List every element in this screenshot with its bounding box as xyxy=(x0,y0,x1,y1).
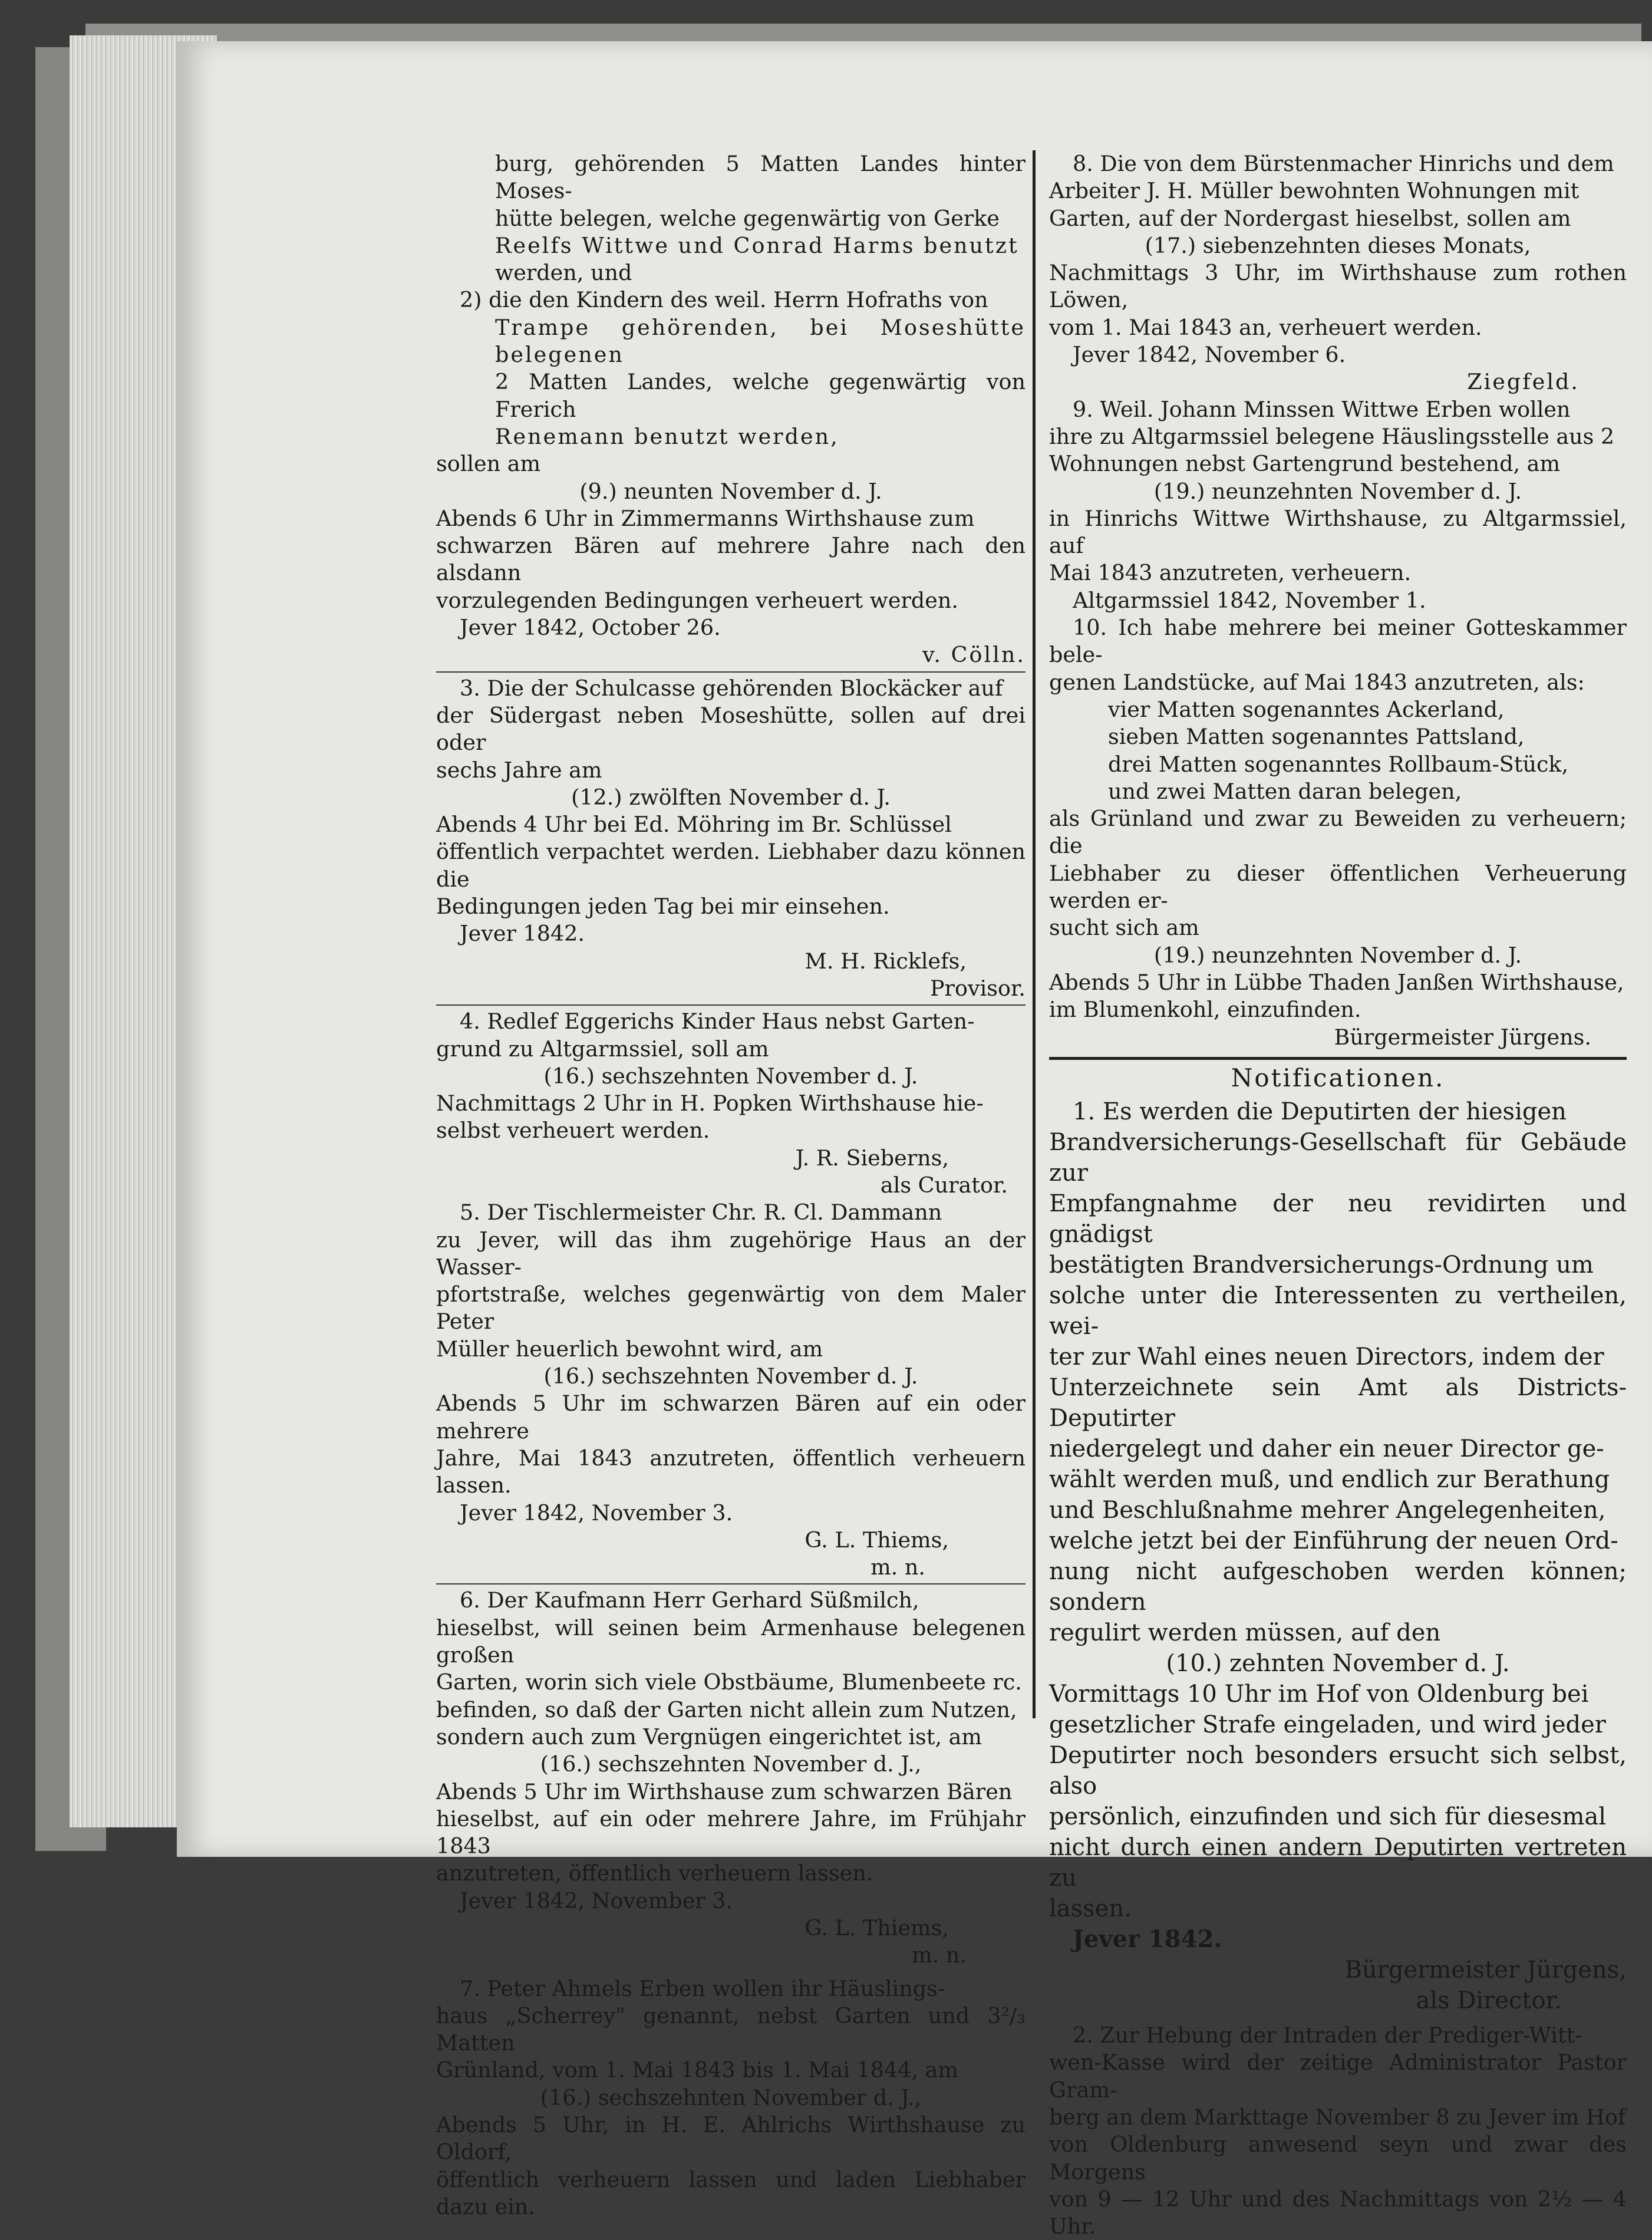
text-line: befinden, so daß der Garten nicht allein zum Nutzen, xyxy=(436,1697,1017,1722)
text-line: selbst verheuert werden. xyxy=(436,1118,710,1144)
text-line: Trampe gehörenden, bei Moseshütte belegenen xyxy=(495,314,1026,368)
section-divider xyxy=(1049,2018,1627,2020)
text-line: sollen am xyxy=(436,451,541,477)
text-line: bestätigten Brandversicherungs-Ordnung um xyxy=(1049,1251,1594,1279)
text-line: Abends 5 Uhr im schwarzen Bären auf ein oder mehrere xyxy=(436,1391,1026,1444)
section-heading: Notificationen. xyxy=(1231,1063,1445,1092)
place-date-line: Jever 1842. xyxy=(460,921,585,947)
text-line: burg, gehörenden 5 Matten Landes hinter Moses- xyxy=(495,151,1026,204)
text-line: berg an dem Markttage November 8 zu Jever im Hof xyxy=(1049,2104,1626,2130)
date-line: (16.) sechszehnten November d. J., xyxy=(540,1751,922,1777)
text-line: Liebhaber zu dieser öffentlichen Verheuerung werden er- xyxy=(1049,860,1627,914)
signature-title: m. n. xyxy=(870,1554,925,1580)
section-divider xyxy=(436,1972,1026,1973)
text-line: Vormittags 10 Uhr im Hof von Oldenburg bei xyxy=(1049,1681,1589,1708)
text-line: öffentlich verheuern lassen und laden Liebhaber dazu ein. xyxy=(436,2166,1026,2219)
text-line: haus „Scherrey" genannt, nebst Garten und 3²/₃ Matten xyxy=(436,2002,1026,2056)
text-line: Bedingungen jeden Tag bei mir einsehen. xyxy=(436,894,890,920)
text-line: 2. Zur Hebung der Intraden der Prediger-Witt- xyxy=(1073,2022,1582,2048)
text-line: genen Landstücke, auf Mai 1843 anzutreten, als: xyxy=(1049,669,1585,695)
text-line: im Blumenkohl, einzufinden. xyxy=(1049,997,1361,1023)
signature: Ziegfeld. xyxy=(1467,369,1580,395)
text-line: anzutreten, öffentlich verheuern lassen. xyxy=(436,1860,873,1886)
text-line: hieselbst, auf ein oder mehrere Jahre, im Frühjahr 1843 xyxy=(436,1806,1026,1859)
text-line: sondern auch zum Vergnügen eingerichtet ist, am xyxy=(436,1724,982,1750)
left-column xyxy=(436,150,1026,2221)
text-line: Garten, auf der Nordergast hieselbst, sollen am xyxy=(1049,205,1571,231)
signature-title: als Director. xyxy=(1416,1987,1562,2015)
text-line: Unterzeichnete sein Amt als Districts-Deputirter xyxy=(1049,1374,1627,1432)
text-line: Deputirter noch besonders ersucht sich selbst, also xyxy=(1049,1742,1627,1800)
section-divider xyxy=(1049,1057,1627,1060)
text-line: hieselbst, will seinen beim Armenhause belegenen großen xyxy=(436,1615,1026,1668)
text-line: Nachmittags 3 Uhr, im Wirthshause zum rothen Löwen, xyxy=(1049,260,1627,313)
text-line: 2 Matten Landes, welche gegenwärtig von Frerich xyxy=(495,369,1026,422)
text-line: nung nicht aufgeschoben werden können; sondern xyxy=(1049,1558,1627,1616)
section-divider xyxy=(436,1583,1026,1585)
text-line: Abends 5 Uhr in Lübbe Thaden Janßen Wirthshause, xyxy=(1049,969,1624,995)
text-line: zu Jever, will das ihm zugehörige Haus an der Wasser- xyxy=(436,1227,1026,1280)
date-line: (16.) sechszehnten November d. J. xyxy=(543,1363,918,1389)
place-date-line: Jever 1842. xyxy=(1073,1925,1222,1954)
text-line: Arbeiter J. H. Müller bewohnten Wohnungen mit xyxy=(1049,178,1580,204)
section-divider xyxy=(436,1004,1026,1006)
text-line: 2) die den Kindern des weil. Herrn Hofraths von xyxy=(460,287,988,313)
place-date-line: Jever 1842, November 6. xyxy=(1073,342,1346,368)
text-line: Müller heuerlich bewohnt wird, am xyxy=(436,1336,823,1362)
text-line: 6. Der Kaufmann Herr Gerhard Süßmilch, xyxy=(460,1587,919,1613)
list-item: und zwei Matten daran belegen, xyxy=(1108,778,1462,804)
signature: J. R. Sieberns, xyxy=(795,1145,949,1171)
text-line: schwarzen Bären auf mehrere Jahre nach den alsdann xyxy=(436,533,1026,586)
date-line: (16.) sechszehnten November d. J. xyxy=(543,1063,918,1089)
text-line: Empfangnahme der neu revidirten und gnädigst xyxy=(1049,1190,1627,1249)
text-line: 8. Die von dem Bürstenmacher Hinrichs und dem xyxy=(1073,151,1614,176)
list-item: sieben Matten sogenanntes Pattsland, xyxy=(1108,724,1525,750)
text-line: in Hinrichs Wittwe Wirthshause, zu Altgarmssiel, auf xyxy=(1049,505,1627,559)
date-line: (12.) zwölften November d. J. xyxy=(571,784,891,810)
text-line: lassen. xyxy=(1049,1895,1132,1923)
text-line: Abends 6 Uhr in Zimmermanns Wirthshause zum xyxy=(436,505,975,531)
text-line: 1. Es werden die Deputirten der hiesigen xyxy=(1073,1098,1567,1126)
text-line: Wohnungen nebst Gartengrund bestehend, am xyxy=(1049,451,1561,477)
list-item: vier Matten sogenanntes Ackerland, xyxy=(1108,696,1505,722)
signature: M. H. Ricklefs, xyxy=(804,948,967,974)
date-line: (10.) zehnten November d. J. xyxy=(1166,1650,1510,1678)
date-line: (17.) siebenzehnten dieses Monats, xyxy=(1145,232,1531,258)
date-line: (19.) neunzehnten November d. J. xyxy=(1153,478,1522,504)
text-line: Abends 4 Uhr bei Ed. Möhring im Br. Schlüssel xyxy=(436,812,952,838)
text-line: ter zur Wahl eines neuen Directors, indem der xyxy=(1049,1343,1604,1371)
text-line: Renemann benutzt werden, xyxy=(495,423,839,449)
text-line: vorzulegenden Bedingungen verheuert werden. xyxy=(436,587,958,613)
text-line: grund zu Altgarmssiel, soll am xyxy=(436,1036,769,1062)
text-line: nicht durch einen andern Deputirten vertreten zu xyxy=(1049,1834,1627,1892)
right-column xyxy=(1049,150,1627,2240)
text-line: niedergelegt und daher ein neuer Director ge- xyxy=(1049,1435,1604,1463)
text-line: Nachmittags 2 Uhr in H. Popken Wirthshause hie- xyxy=(436,1091,984,1116)
signature: G. L. Thiems, xyxy=(804,1527,949,1553)
text-line: 4. Redlef Eggerichs Kinder Haus nebst Garten- xyxy=(460,1009,975,1035)
text-line: werden, und xyxy=(495,260,632,286)
text-line: Reelfs Wittwe und Conrad Harms benutzt xyxy=(495,232,1019,258)
text-line: pfortstraße, welches gegenwärtig von dem Maler Peter xyxy=(436,1282,1026,1335)
place-date-line: Jever 1842, November 3. xyxy=(460,1887,733,1913)
text-line: 3. Die der Schulcasse gehörenden Blockäcker auf xyxy=(460,675,1003,701)
date-line: (19.) neunzehnten November d. J. xyxy=(1153,942,1522,968)
place-date-line: Jever 1842, November 3. xyxy=(460,1500,733,1526)
text-line: sechs Jahre am xyxy=(436,757,602,783)
text-line: von Oldenburg anwesend seyn und zwar des Morgens xyxy=(1049,2132,1627,2185)
text-line: wen-Kasse wird der zeitige Administrator Pastor Gram- xyxy=(1049,2050,1627,2103)
text-line: regulirt werden müssen, auf den xyxy=(1049,1619,1441,1647)
text-line: Garten, worin sich viele Obstbäume, Blumenbeete rc. xyxy=(436,1669,1022,1695)
list-item: drei Matten sogenanntes Rollbaum-Stück, xyxy=(1108,751,1569,777)
date-line: (9.) neunten November d. J. xyxy=(579,478,882,504)
text-line: Brandversicherungs-Gesellschaft für Gebäude zur xyxy=(1049,1129,1627,1187)
text-line: persönlich, einzufinden und sich für diesesmal xyxy=(1049,1803,1607,1831)
place-date-line: Altgarmssiel 1842, November 1. xyxy=(1073,587,1426,613)
date-line: (16.) sechszehnten November d. J., xyxy=(540,2084,922,2110)
signature-title: als Curator. xyxy=(880,1172,1008,1198)
signature-title: Provisor. xyxy=(929,975,1026,1001)
text-line: 9. Weil. Johann Minssen Wittwe Erben wollen xyxy=(1073,396,1571,422)
text-line: 7. Peter Ahmels Erben wollen ihr Häuslings- xyxy=(460,1975,945,2001)
signature: G. L. Thiems, xyxy=(804,1915,949,1941)
signature: Bürgermeister Jürgens. xyxy=(1334,1024,1591,1050)
text-line: ihre zu Altgarmssiel belegene Häuslingsstelle aus 2 xyxy=(1049,423,1615,449)
text-line: hütte belegen, welche gegenwärtig von Gerke xyxy=(495,205,1000,231)
signature-title: m. n. xyxy=(912,1942,967,1968)
text-line: öffentlich verpachtet werden. Liebhaber dazu können die xyxy=(436,839,1026,892)
text-line: Abends 5 Uhr, in H. E. Ahlrichs Wirthshause zu Oldorf, xyxy=(436,2112,1026,2165)
text-line: als Grünland und zwar zu Beweiden zu verheuern; die xyxy=(1049,806,1627,859)
section-divider xyxy=(436,671,1026,673)
text-line: Mai 1843 anzutreten, verheuern. xyxy=(1049,560,1412,586)
text-line: und Beschlußnahme mehrer Angelegenheiten, xyxy=(1049,1497,1606,1524)
text-line: 5. Der Tischlermeister Chr. R. Cl. Dammann xyxy=(460,1200,942,1226)
text-line: Jahre, Mai 1843 anzutreten, öffentlich verheuern lassen. xyxy=(436,1445,1026,1498)
text-line: gesetzlicher Strafe eingeladen, und wird jeder xyxy=(1049,1711,1606,1739)
text-line: von 9 — 12 Uhr und des Nachmittags von 2½ — 4 Uhr. xyxy=(1049,2186,1627,2239)
text-line: 10. Ich habe mehrere bei meiner Gotteskammer bele- xyxy=(1049,615,1627,668)
place-date-line: Jever 1842, October 26. xyxy=(460,615,721,641)
text-line: Grünland, vom 1. Mai 1843 bis 1. Mai 1844, am xyxy=(436,2057,958,2083)
column-divider xyxy=(1033,150,1036,1718)
text-line: sucht sich am xyxy=(1049,915,1199,941)
text-line: welche jetzt bei der Einführung der neuen Ord- xyxy=(1049,1527,1618,1555)
text-line: vom 1. Mai 1843 an, verheuert werden. xyxy=(1049,314,1482,340)
signature: v. Cölln. xyxy=(922,642,1026,668)
text-line: Abends 5 Uhr im Wirthshause zum schwarzen Bären xyxy=(436,1778,1013,1804)
signature: Bürgermeister Jürgens, xyxy=(1344,1956,1627,1984)
text-line: solche unter die Interessenten zu vertheilen, wei- xyxy=(1049,1282,1627,1340)
text-line: der Südergast neben Moseshütte, sollen auf drei oder xyxy=(436,702,1026,756)
text-line: wählt werden muß, und endlich zur Berathung xyxy=(1049,1466,1610,1494)
